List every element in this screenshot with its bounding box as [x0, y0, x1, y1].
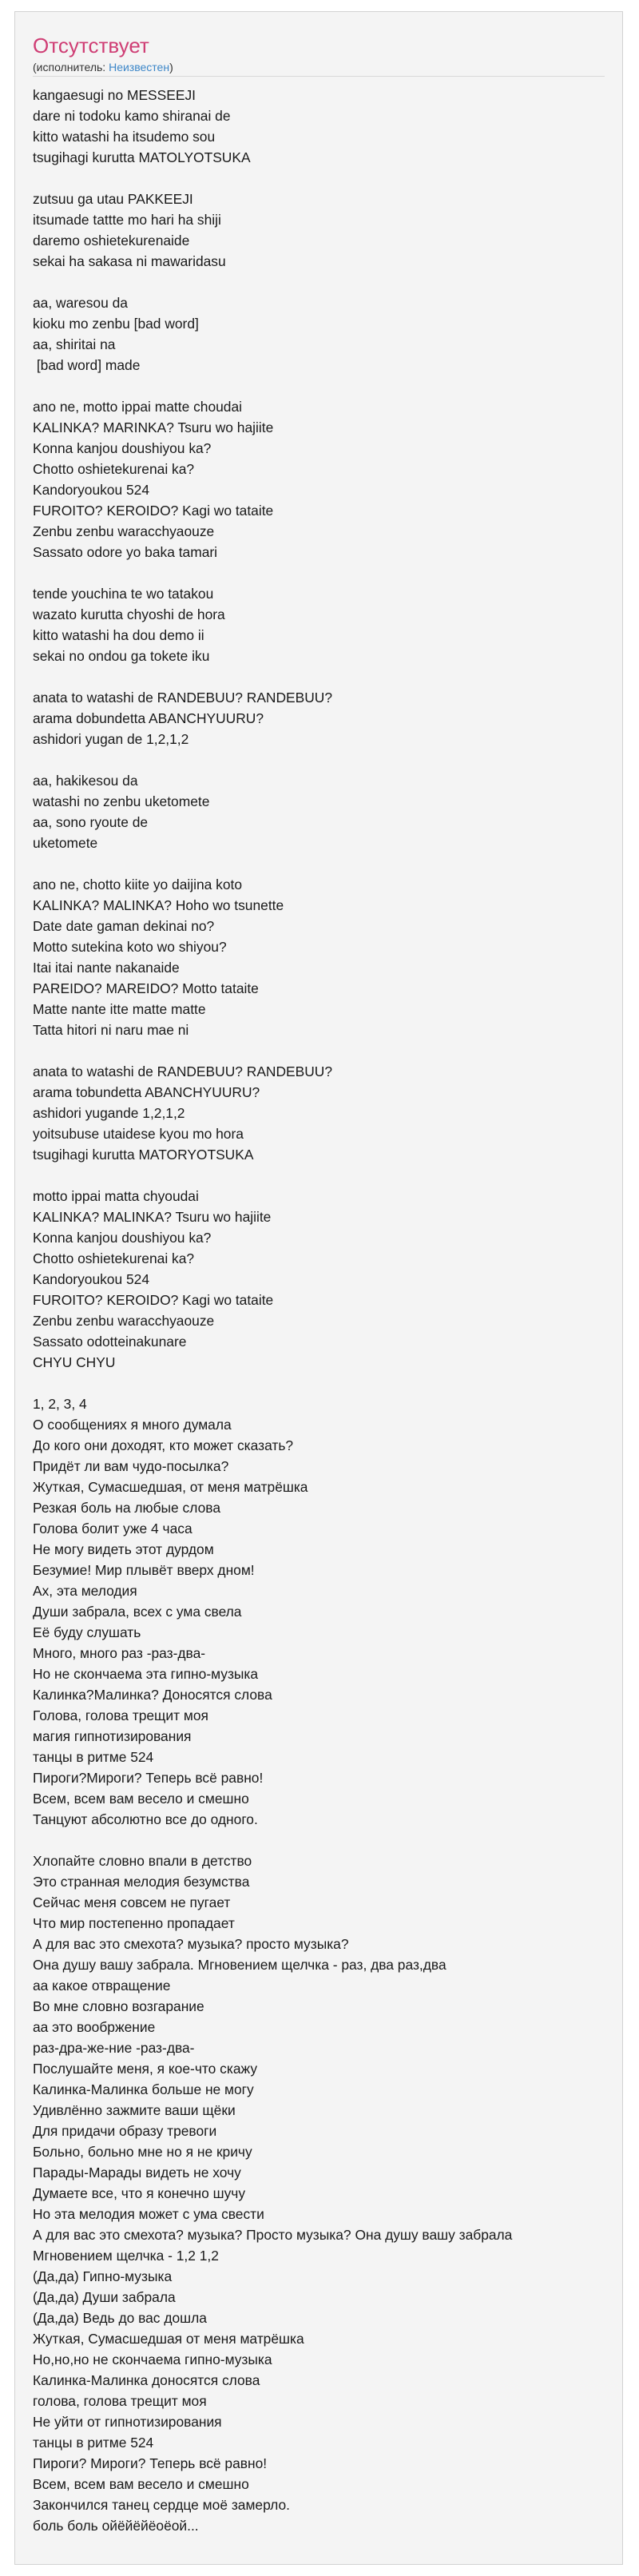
lyric-line: zutsuu ga utau PAKKEEJI — [33, 191, 193, 207]
lyric-line: Для придачи образу тревоги — [33, 2123, 217, 2139]
lyric-line: Tatta hitori ni naru mae ni — [33, 1022, 189, 1038]
lyric-line: aa, shiritai na — [33, 336, 116, 352]
title-divider — [33, 76, 605, 77]
lyric-blank-line — [33, 1373, 605, 1393]
lyric-line: tsugihagi kurutta MATORYOTSUKA — [33, 1147, 254, 1163]
lyric-line: arama dobundetta ABANCHYUURU? — [33, 710, 264, 726]
lyric-line: tsugihagi kurutta MATOLYOTSUKA — [33, 149, 251, 165]
lyric-line: Chotto oshietekurenai ka? — [33, 1250, 195, 1266]
lyric-line: Послушайте меня, я кое-что скажу — [33, 2061, 258, 2077]
lyric-line: голова, голова трещит моя — [33, 2393, 207, 2409]
lyric-line: kangaesugi no MESSEEJI — [33, 87, 196, 103]
lyric-line: Ах, эта мелодия — [33, 1583, 137, 1599]
lyric-line: Души забрала, всех с ума свела — [33, 1604, 242, 1620]
lyric-blank-line — [33, 272, 605, 292]
lyric-line: Konna kanjou doushiyou ka? — [33, 1230, 212, 1246]
lyric-blank-line — [33, 666, 605, 687]
lyric-line: А для вас это смехота? музыка? просто музыка? — [33, 1936, 349, 1952]
lyric-line: Её буду слушать — [33, 1624, 141, 1640]
lyric-line: Zenbu zenbu waracchyaouze — [33, 523, 215, 539]
lyric-line: ashidori yugan de 1,2,1,2 — [33, 731, 189, 747]
lyric-line: Жуткая, Сумасшедшая от меня матрёшка — [33, 2331, 304, 2347]
lyric-line: Но эта мелодия может с ума свести — [33, 2206, 264, 2222]
lyric-blank-line — [33, 1830, 605, 1851]
lyric-blank-line — [33, 853, 605, 874]
lyric-line: motto ippai matta chyoudai — [33, 1188, 199, 1204]
lyric-line: (Да,да) Гипно-музыка — [33, 2268, 173, 2284]
lyric-line: watashi no zenbu uketomete — [33, 793, 210, 809]
lyric-line: KALINKA? MALINKA? Tsuru wo hajiite — [33, 1209, 272, 1225]
artist-suffix: ) — [169, 61, 173, 74]
lyric-blank-line — [33, 1165, 605, 1186]
artist-line — [33, 60, 605, 74]
lyric-line: Парады-Марады видеть не хочу — [33, 2165, 241, 2180]
lyric-line: Не уйти от гипнотизирования — [33, 2414, 222, 2430]
lyric-blank-line — [33, 168, 605, 189]
lyric-line: Много, много раз -раз-два- — [33, 1645, 206, 1661]
lyric-blank-line — [33, 563, 605, 583]
lyrics-body — [33, 85, 605, 2536]
lyric-line: Думаете все, что я конечно шучу — [33, 2185, 246, 2201]
lyric-line: anata to watashi de RANDEBUU? RANDEBUU? — [33, 1063, 333, 1079]
lyric-line: ashidori yugande 1,2,1,2 — [33, 1105, 185, 1121]
lyric-line: 1, 2, 3, 4 — [33, 1396, 87, 1412]
lyric-line: Она душу вашу забрала. Мгновением щелчка - раз, два раз,два — [33, 1957, 447, 1973]
lyric-line: [bad word] made — [33, 357, 141, 373]
lyric-line: Всем, всем вам весело и смешно — [33, 2476, 249, 2492]
lyric-line: Сейчас меня совсем не пугает — [33, 1894, 231, 1910]
lyric-line: Sassato odore yo baka tamari — [33, 544, 218, 560]
lyric-line: aa, sono ryoute de — [33, 814, 149, 830]
lyric-line: Chotto oshietekurenai ka? — [33, 461, 195, 477]
lyric-line: yoitsubuse utaidese kyou mo hora — [33, 1126, 244, 1142]
lyric-line: А для вас это смехота? музыка? Просто музыка? Она душу вашу забрала — [33, 2227, 513, 2243]
lyric-line: Kandoryoukou 524 — [33, 482, 150, 498]
lyric-line: Sassato odotteinakunare — [33, 1334, 187, 1350]
lyric-line: arama tobundetta ABANCHYUURU? — [33, 1084, 260, 1100]
lyric-line: Не могу видеть этот дурдом — [33, 1541, 214, 1557]
song-title: Отсутствует — [33, 34, 149, 58]
lyric-line: kitto watashi ha itsudemo sou — [33, 129, 216, 145]
lyric-line: sekai no ondou ga tokete iku — [33, 648, 210, 664]
lyric-line: Что мир постепенно пропадает — [33, 1915, 235, 1931]
lyric-line: Придёт ли вам чудо-посылка? — [33, 1458, 229, 1474]
lyric-line: Калинка-Малинка доносятся слова — [33, 2372, 260, 2388]
lyric-line: (Да,да) Души забрала — [33, 2289, 176, 2305]
lyric-line: аа какое отвращение — [33, 1978, 171, 1994]
lyric-line: Калинка-Малинка больше не могу — [33, 2081, 254, 2097]
lyric-line: Хлопайте словно впали в детство — [33, 1853, 252, 1869]
lyric-line: KALINKA? MARINKA? Tsuru wo hajiite — [33, 419, 274, 435]
lyric-line: itsumade tattte mo hari ha shiji — [33, 212, 221, 228]
lyric-line: Жуткая, Сумасшедшая, от меня матрёшка — [33, 1479, 308, 1495]
lyric-line: Всем, всем вам весело и смешно — [33, 1791, 249, 1807]
song-card — [14, 11, 623, 2565]
lyric-line: боль боль ойёйёйёоёой... — [33, 2518, 199, 2534]
lyric-line: daremo oshietekurenaide — [33, 233, 190, 248]
lyric-line: танцы в ритме 524 — [33, 2435, 154, 2451]
lyric-line: wazato kurutta chyoshi de hora — [33, 606, 225, 622]
lyric-line: Пироги?Мироги? Теперь всё равно! — [33, 1770, 264, 1786]
lyric-line: (Да,да) Ведь до вас дошла — [33, 2310, 207, 2326]
lyric-line: Пироги? Мироги? Теперь всё равно! — [33, 2455, 268, 2471]
lyric-line: kioku mo zenbu [bad word] — [33, 316, 199, 332]
lyric-line: Безумие! Мир плывёт вверх дном! — [33, 1562, 255, 1578]
lyric-line: Но не скончаема эта гипно-музыка — [33, 1666, 259, 1682]
lyric-blank-line — [33, 749, 605, 770]
lyric-line: Больно, больно мне но я не кричу — [33, 2144, 252, 2160]
lyric-blank-line — [33, 1040, 605, 1061]
lyric-line: аа это вообржение — [33, 2019, 156, 2035]
lyric-line: Резкая боль на любые слова — [33, 1500, 220, 1516]
lyric-line: Мгновением щелчка - 1,2 1,2 — [33, 2248, 219, 2264]
lyric-line: aa, hakikesou da — [33, 773, 138, 789]
lyric-line: Но,но,но не скончаема гипно-музыка — [33, 2351, 272, 2367]
lyric-line: ano ne, chotto kiite yo daijina koto — [33, 877, 242, 892]
lyric-line: раз-дра-же-ние -раз-два- — [33, 2040, 195, 2056]
lyric-line: PAREIDO? MAREIDO? Motto tataite — [33, 980, 259, 996]
artist-prefix: (исполнитель: — [33, 61, 109, 74]
lyric-line: uketomete — [33, 835, 98, 851]
lyric-blank-line — [33, 376, 605, 396]
lyric-line: магия гипнотизирования — [33, 1728, 192, 1744]
lyric-line: Голова болит уже 4 часа — [33, 1521, 192, 1536]
lyric-line: Matte nante itte matte matte — [33, 1001, 206, 1017]
lyric-line: Date date gaman dekinai no? — [33, 918, 215, 934]
lyric-line: FUROITO? KEROIDO? Kagi wo tataite — [33, 503, 274, 519]
lyric-line: Закончился танец сердце моё замерло. — [33, 2497, 291, 2513]
lyric-line: Голова, голова трещит моя — [33, 1707, 208, 1723]
artist-link[interactable]: Неизвестен — [109, 61, 170, 74]
lyric-line: kitto watashi ha dou demo ii — [33, 627, 204, 643]
lyric-line: Во мне словно возгарание — [33, 1998, 204, 2014]
lyric-line: Motto sutekina koto wo shiyou? — [33, 939, 227, 955]
lyric-line: ano ne, motto ippai matte choudai — [33, 399, 242, 415]
lyric-line: танцы в ритме 524 — [33, 1749, 154, 1765]
lyric-line: Калинка?Малинка? Доносятся слова — [33, 1687, 272, 1703]
lyric-line: О сообщениях я много думала — [33, 1417, 232, 1433]
lyric-line: CHYU CHYU — [33, 1354, 116, 1370]
lyric-line: tende youchina te wo tatakou — [33, 586, 214, 602]
lyric-line: Zenbu zenbu waracchyaouze — [33, 1313, 215, 1329]
lyric-line: До кого они доходят, кто может сказать? — [33, 1437, 294, 1453]
lyric-line: FUROITO? KEROIDO? Kagi wo tataite — [33, 1292, 274, 1308]
lyric-line: aa, waresou da — [33, 295, 128, 311]
lyric-line: KALINKA? MALINKA? Hoho wo tsunette — [33, 897, 284, 913]
lyric-line: dare ni todoku kamo shiranai de — [33, 108, 231, 124]
lyric-line: Itai itai nante nakanaide — [33, 960, 180, 976]
lyric-line: Удивлённо зажмите ваши щёки — [33, 2102, 236, 2118]
lyric-line: sekai ha sakasa ni mawaridasu — [33, 253, 226, 269]
lyric-line: anata to watashi de RANDEBUU? RANDEBUU? — [33, 690, 333, 706]
lyric-line: Танцуют абсолютно все до одного. — [33, 1811, 258, 1827]
lyric-line: Konna kanjou doushiyou ka? — [33, 440, 212, 456]
lyric-line: Kandoryoukou 524 — [33, 1271, 150, 1287]
lyric-line: Это странная мелодия безумства — [33, 1874, 250, 1890]
